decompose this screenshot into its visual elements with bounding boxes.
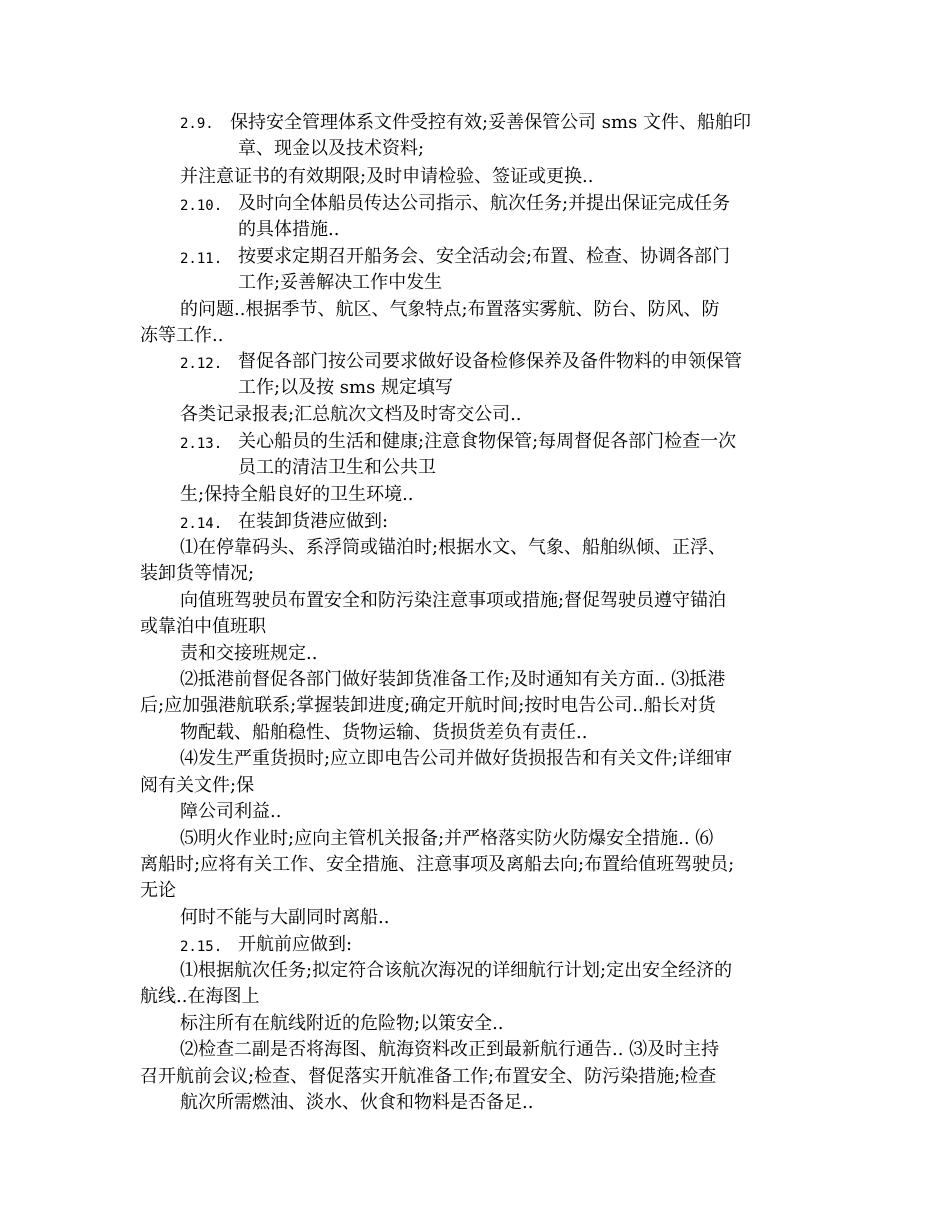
text-line: 召开航前会议;检查、督促落实开航准备工作;布置安全、防污染措施;检查 (140, 1066, 717, 1087)
text-line: 阅有关文件;保 (140, 775, 255, 796)
section-number-2-12: 2.12. (180, 356, 223, 372)
text-line: 及时向全体船员传达公司指示、航次任务;并提出保证完成任务 (238, 193, 731, 214)
text-line: 标注所有在航线附近的危险物;以策安全.. (180, 1013, 504, 1034)
text-line: ⑴根据航次任务;拟定符合该航次海况的详细航行计划;定出安全经济的 (180, 960, 733, 981)
text-line: 各类记录报表;汇总航次文档及时寄交公司.. (180, 404, 522, 425)
text-line: 工作;妥善解决工作中发生 (238, 272, 443, 293)
section-number-2-15: 2.15. (180, 939, 223, 955)
text-line: 在装卸货港应做到: (238, 511, 389, 532)
text-line: 向值班驾驶员布置安全和防污染注意事项或措施;督促驾驶员遵守锚泊 (180, 590, 727, 611)
text-line: 或靠泊中值班职 (140, 616, 266, 637)
text-line: 责和交接班规定.. (180, 643, 318, 664)
text-line: 保持安全管理体系文件受控有效;妥善保管公司 sms 文件、船舶印 (230, 112, 752, 133)
text-line: 督促各部门按公司要求做好设备检修保养及备件物料的申领保管 (238, 351, 742, 372)
section-number-2-14: 2.14. (180, 516, 223, 532)
text-line: 无论 (140, 880, 176, 901)
section-number-2-9: 2.9. (180, 116, 214, 132)
text-line: 员工的清洁卫生和公共卫 (238, 457, 436, 478)
section-number-2-10: 2.10. (180, 198, 223, 214)
text-line: 障公司利益.. (180, 801, 282, 822)
text-line: 按要求定期召开船务会、安全活动会;布置、检查、协调各部门 (238, 246, 731, 267)
text-line: 物配载、船舶稳性、货物运输、货损货差负有责任.. (180, 722, 588, 743)
text-line: ⑵抵港前督促各部门做好装卸货准备工作;及时通知有关方面.. ⑶抵港 (180, 669, 726, 690)
text-line: 的问题..根据季节、航区、气象特点;布置落实雾航、防台、防风、防 (180, 299, 720, 320)
section-number-2-13: 2.13. (180, 436, 223, 452)
text-line: 后;应加强港航联系;掌握装卸进度;确定开航时间;按时电告公司..船长对货 (140, 695, 716, 716)
text-line: 离船时;应将有关工作、安全措施、注意事项及离船去向;布置给值班驾驶员; (140, 854, 735, 875)
text-line: 关心船员的生活和健康;注意食物保管;每周督促各部门检查一次 (238, 431, 737, 452)
text-line: ⑴在停靠码头、系浮筒或锚泊时;根据水文、气象、船舶纵倾、正浮、 (180, 537, 727, 558)
text-line: 装卸货等情况; (140, 563, 255, 584)
text-line: 生;保持全船良好的卫生环境.. (180, 484, 414, 505)
section-number-2-11: 2.11. (180, 251, 223, 267)
text-line: 何时不能与大副同时离船.. (180, 907, 390, 928)
text-line: ⑵检查二副是否将海图、航海资料改正到最新航行通告.. ⑶及时主持 (180, 1039, 720, 1060)
text-line: 章、现金以及技术资料; (238, 138, 425, 159)
text-line: 开航前应做到: (238, 934, 353, 955)
text-line: 并注意证书的有效期限;及时申请检验、签证或更换.. (180, 166, 594, 187)
text-line: 航线..在海图上 (140, 986, 260, 1007)
text-line: 冻等工作.. (140, 325, 224, 346)
text-line: 航次所需燃油、淡水、伙食和物料是否备足.. (180, 1092, 534, 1113)
text-line: ⑸明火作业时;应向主管机关报备;并严格落实防火防爆安全措施.. ⑹ (180, 828, 714, 849)
text-line: 的具体措施.. (238, 219, 340, 240)
text-line: 工作;以及按 sms 规定填写 (238, 377, 454, 398)
text-line: ⑷发生严重货损时;应立即电告公司并做好货损报告和有关文件;详细审 (180, 748, 733, 769)
